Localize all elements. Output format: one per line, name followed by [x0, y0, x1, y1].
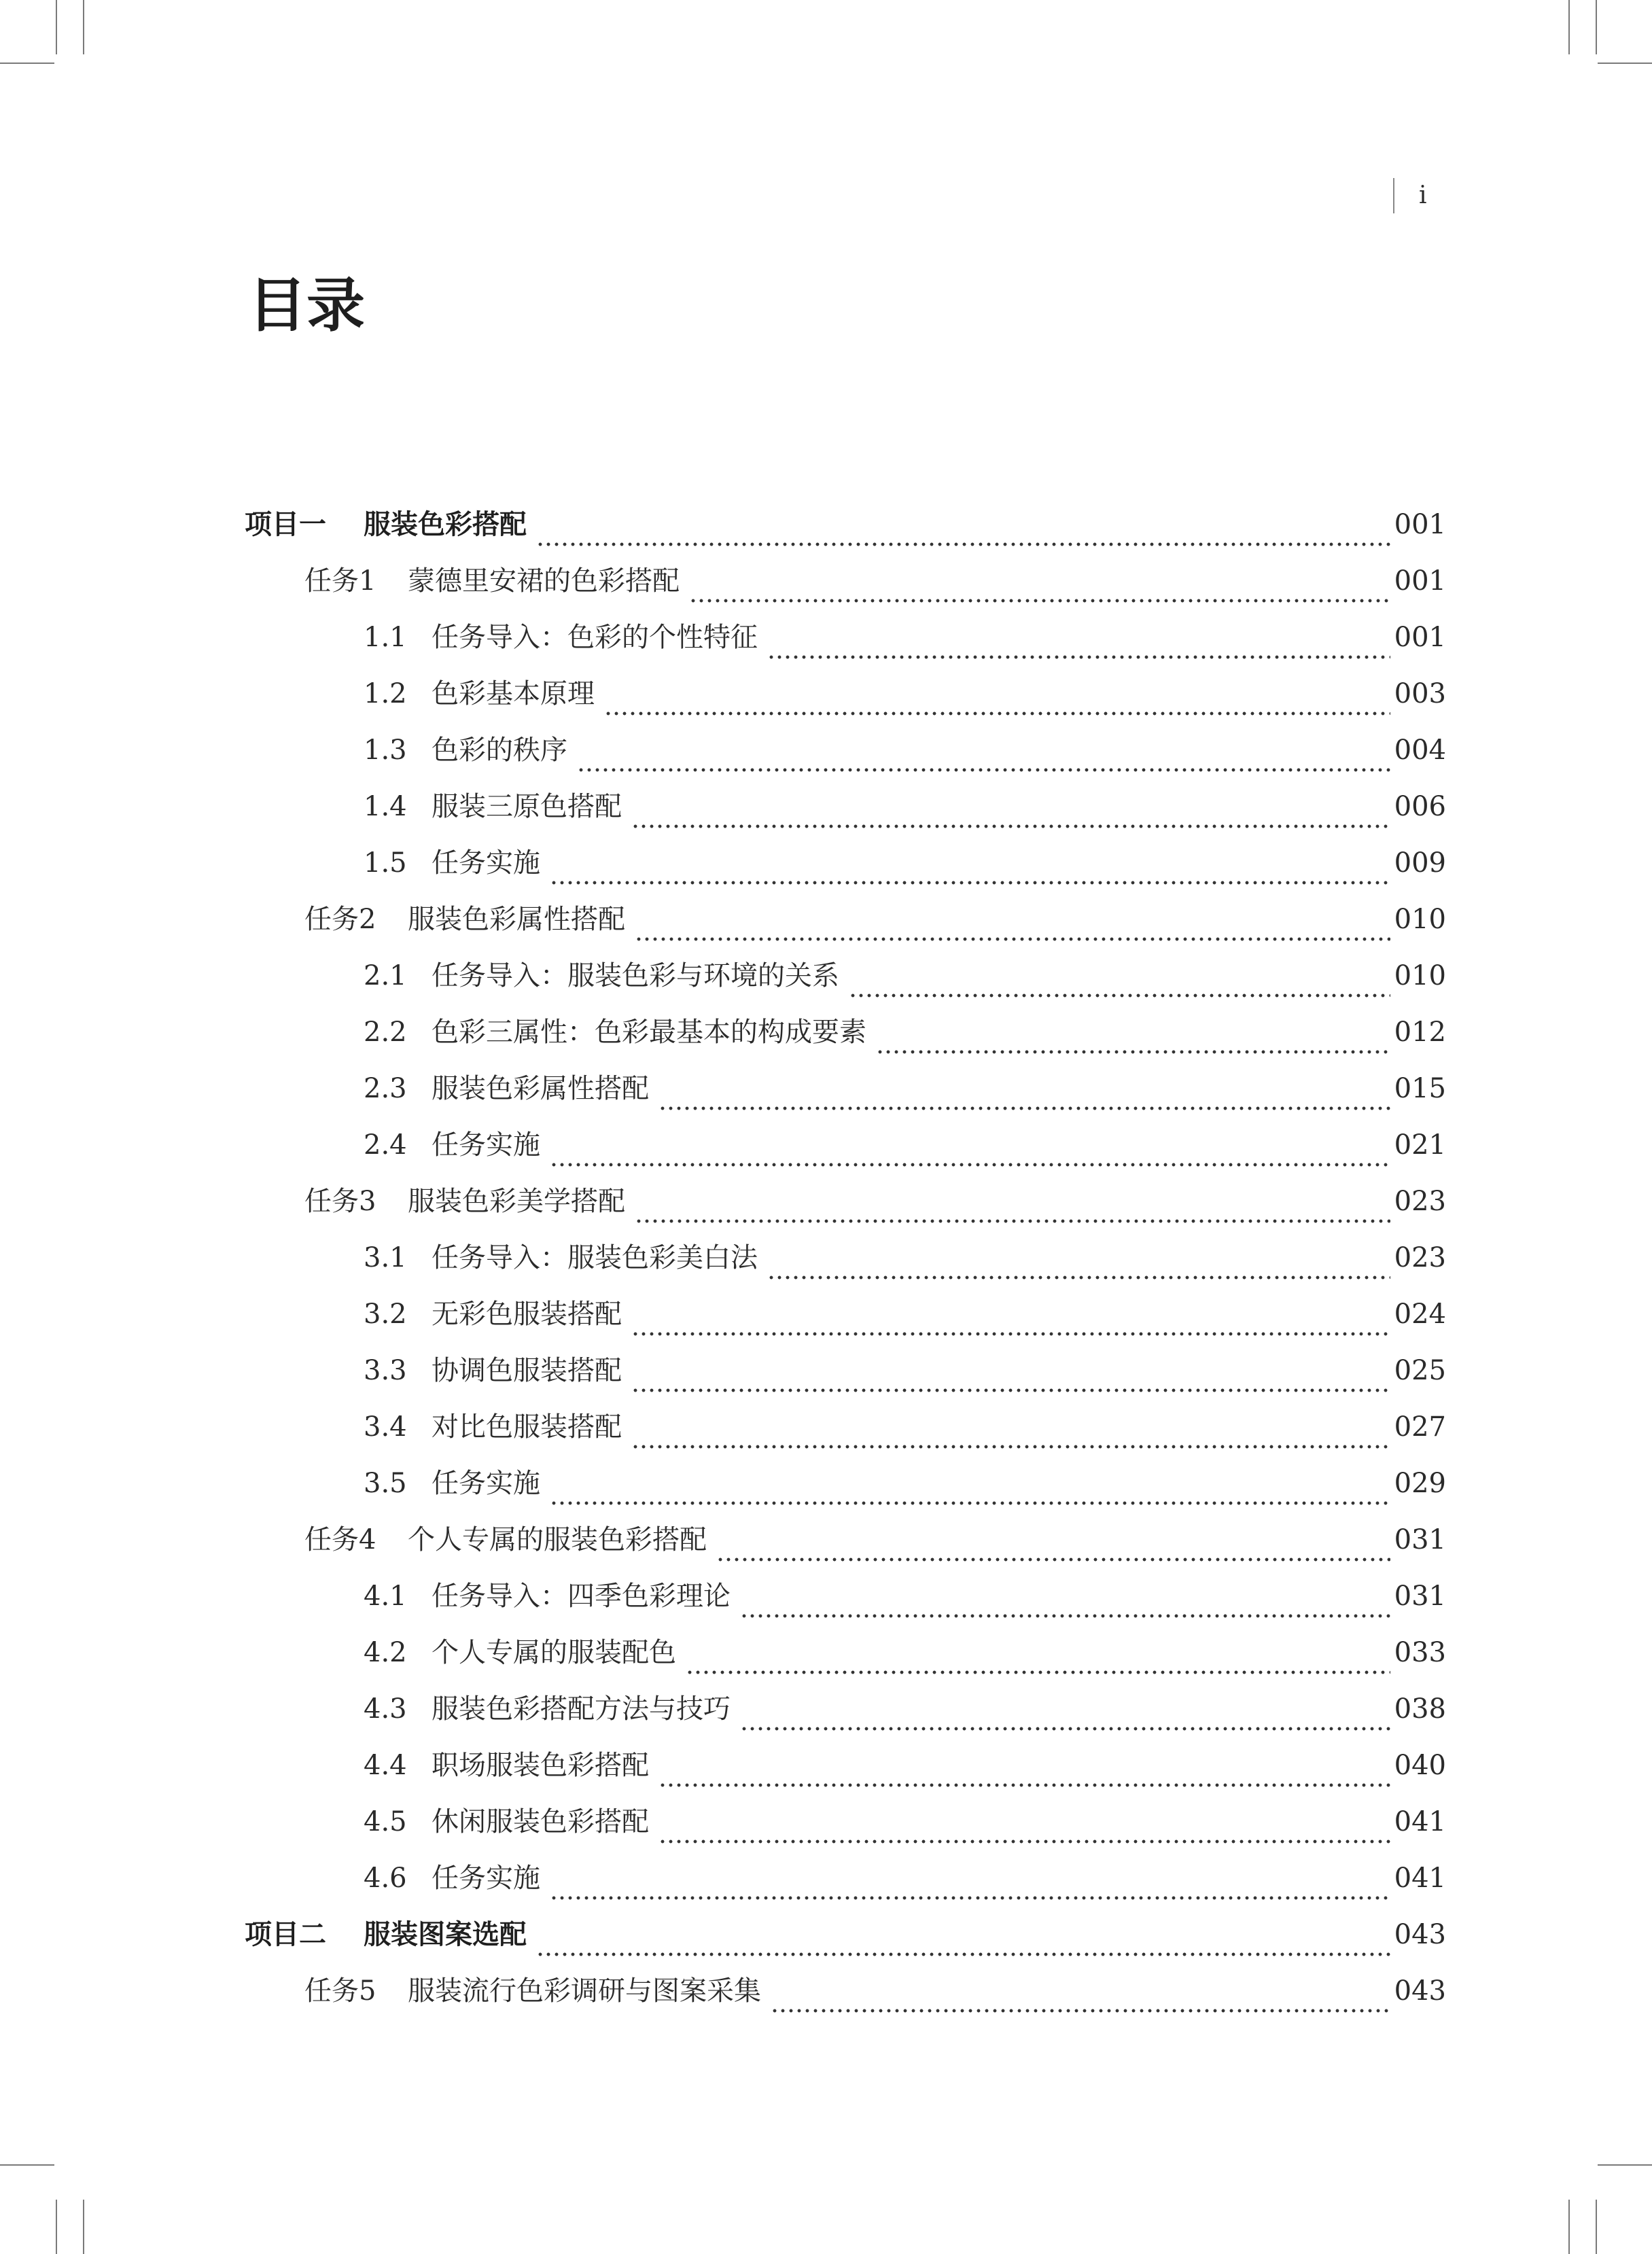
- toc-entry-number: 1.5: [364, 847, 407, 879]
- toc-entry-title: 个人专属的服装色彩搭配: [408, 1524, 707, 1555]
- dot-leader: [550, 1867, 1390, 1900]
- dot-leader: [631, 1416, 1390, 1449]
- toc-entry-title: 对比色服装搭配: [432, 1411, 622, 1443]
- toc-entry-number: 任务5: [304, 1975, 376, 2007]
- dot-leader: [658, 1755, 1390, 1787]
- crop-mark: [0, 63, 54, 64]
- dot-leader: [658, 1078, 1390, 1110]
- toc-entry-page-number: 033: [1394, 1637, 1446, 1668]
- toc-entry-title: 色彩的秩序: [432, 735, 567, 766]
- dot-leader: [771, 1980, 1390, 2013]
- dot-leader: [849, 965, 1390, 998]
- toc-entry-title: 个人专属的服装配色: [432, 1637, 676, 1668]
- toc-entry-sub[interactable]: [364, 1405, 1446, 1449]
- toc-entry-title: 任务导入：服装色彩与环境的关系: [432, 960, 839, 991]
- toc-entry-number: 项目一: [245, 509, 326, 540]
- toc-entry-task[interactable]: [304, 1969, 1446, 2013]
- toc-entry-title: 任务实施: [432, 847, 540, 879]
- toc-entry-title: 蒙德里安裙的色彩搭配: [408, 565, 680, 597]
- dot-leader: [658, 1811, 1390, 1844]
- toc-entry-number: 4.6: [364, 1863, 407, 1894]
- toc-entry-sub[interactable]: [364, 616, 1446, 659]
- toc-entry-page-number: 040: [1394, 1750, 1446, 1781]
- dot-leader: [716, 1529, 1390, 1562]
- toc-entry-number: 2.4: [364, 1129, 407, 1161]
- toc-entry-page-number: 041: [1394, 1806, 1446, 1837]
- toc-entry-number: 1.1: [364, 622, 407, 653]
- toc-entry-sub[interactable]: [364, 1462, 1446, 1505]
- toc-entry-number: 2.1: [364, 960, 407, 991]
- toc-entry-task[interactable]: [304, 898, 1446, 941]
- toc-entry-sub[interactable]: [364, 841, 1446, 885]
- crop-mark: [1598, 2164, 1652, 2166]
- toc-entry-sub[interactable]: [364, 1744, 1446, 1787]
- toc-entry-page-number: 001: [1394, 622, 1446, 653]
- toc-entry-number: 4.5: [364, 1806, 407, 1837]
- dot-leader: [635, 909, 1390, 941]
- crop-mark: [83, 2200, 84, 2254]
- toc-entry-title: 色彩基本原理: [432, 678, 595, 709]
- toc-entry-project[interactable]: [245, 503, 1446, 546]
- dot-leader: [635, 1191, 1390, 1223]
- toc-entry-title: 任务导入：色彩的个性特征: [432, 622, 758, 653]
- crop-mark: [1568, 0, 1570, 54]
- toc-entry-sub[interactable]: [364, 1800, 1446, 1844]
- toc-entry-number: 3.1: [364, 1242, 407, 1273]
- toc-entry-title: 服装色彩搭配: [364, 509, 527, 540]
- toc-entry-page-number: 010: [1394, 904, 1446, 935]
- toc-entry-page-number: 043: [1394, 1919, 1446, 1950]
- toc-entry-sub[interactable]: [364, 1123, 1446, 1167]
- toc-entry-sub[interactable]: [364, 1236, 1446, 1280]
- toc-entry-number: 3.3: [364, 1355, 407, 1386]
- toc-entry-page-number: 031: [1394, 1581, 1446, 1612]
- crop-mark: [1596, 2200, 1597, 2254]
- toc-entry-title: 职场服装色彩搭配: [432, 1750, 649, 1781]
- toc-entry-number: 3.2: [364, 1299, 407, 1330]
- dot-leader: [631, 1360, 1390, 1392]
- toc-entry-page-number: 001: [1394, 509, 1446, 540]
- toc-entry-page-number: 021: [1394, 1129, 1446, 1161]
- toc-entry-title: 任务导入：四季色彩理论: [432, 1581, 731, 1612]
- toc-entry-page-number: 003: [1394, 678, 1446, 709]
- toc-entry-number: 任务2: [304, 904, 376, 935]
- dot-leader: [577, 739, 1390, 772]
- toc-entry-sub[interactable]: [364, 1574, 1446, 1618]
- toc-entry-title: 休闲服装色彩搭配: [432, 1806, 649, 1837]
- toc-entry-title: 任务实施: [432, 1129, 540, 1161]
- dot-leader: [550, 852, 1390, 885]
- toc-entry-title: 色彩三属性：色彩最基本的构成要素: [432, 1017, 866, 1048]
- dot-leader: [767, 1247, 1390, 1280]
- folio-divider: [1393, 178, 1394, 213]
- toc-entry-number: 任务4: [304, 1524, 376, 1555]
- toc-entry-sub[interactable]: [364, 1292, 1446, 1336]
- toc-entry-sub[interactable]: [364, 954, 1446, 998]
- toc-entry-page-number: 004: [1394, 735, 1446, 766]
- toc-entry-number: 1.4: [364, 791, 407, 822]
- toc-entry-project[interactable]: [245, 1913, 1446, 1956]
- crop-mark: [1568, 2200, 1570, 2254]
- toc-entry-number: 任务3: [304, 1186, 376, 1217]
- toc-entry-sub[interactable]: [364, 785, 1446, 828]
- toc-entry-number: 1.3: [364, 735, 407, 766]
- toc-entry-sub[interactable]: [364, 728, 1446, 772]
- toc-entry-page-number: 038: [1394, 1693, 1446, 1725]
- dot-leader: [536, 1924, 1390, 1956]
- toc-entry-sub[interactable]: [364, 1067, 1446, 1110]
- dot-leader: [631, 1303, 1390, 1336]
- toc-entry-title: 服装色彩美学搭配: [408, 1186, 625, 1217]
- dot-leader: [740, 1698, 1390, 1731]
- crop-mark: [83, 0, 84, 54]
- crop-mark: [0, 2164, 54, 2166]
- toc-entry-number: 项目二: [245, 1919, 326, 1950]
- crop-mark: [1598, 63, 1652, 64]
- toc-entry-page-number: 041: [1394, 1863, 1446, 1894]
- dot-leader: [604, 683, 1390, 716]
- toc-entry-number: 任务1: [304, 565, 376, 597]
- toc-entry-number: 4.2: [364, 1637, 407, 1668]
- toc-entry-title: 服装图案选配: [364, 1919, 527, 1950]
- toc-entry-number: 3.4: [364, 1411, 407, 1443]
- toc-entry-page-number: 031: [1394, 1524, 1446, 1555]
- toc-entry-title: 服装色彩属性搭配: [432, 1073, 649, 1104]
- toc-entry-page-number: 027: [1394, 1411, 1446, 1443]
- dot-leader: [536, 514, 1390, 546]
- crop-mark: [1596, 0, 1597, 54]
- toc-entry-page-number: 029: [1394, 1468, 1446, 1499]
- toc-entry-number: 4.1: [364, 1581, 407, 1612]
- toc-entry-page-number: 010: [1394, 960, 1446, 991]
- crop-mark: [56, 2200, 57, 2254]
- toc-entry-page-number: 009: [1394, 847, 1446, 879]
- dot-leader: [740, 1585, 1390, 1618]
- dot-leader: [767, 627, 1390, 659]
- toc-entry-page-number: 024: [1394, 1299, 1446, 1330]
- toc-entry-task[interactable]: [304, 559, 1446, 603]
- toc-entry-title: 任务实施: [432, 1468, 540, 1499]
- toc-entry-page-number: 015: [1394, 1073, 1446, 1104]
- toc-entry-sub[interactable]: [364, 1010, 1446, 1054]
- toc-entry-page-number: 025: [1394, 1355, 1446, 1386]
- toc-entry-sub[interactable]: [364, 1349, 1446, 1392]
- toc-entry-title: 任务实施: [432, 1863, 540, 1894]
- toc-entry-number: 3.5: [364, 1468, 407, 1499]
- toc-entry-number: 1.2: [364, 678, 407, 709]
- dot-leader: [876, 1021, 1390, 1054]
- toc-entry-number: 2.2: [364, 1017, 407, 1048]
- toc-entry-sub[interactable]: [364, 1631, 1446, 1674]
- crop-mark: [56, 0, 57, 54]
- toc-entry-page-number: 043: [1394, 1975, 1446, 2007]
- toc-entry-title: 无彩色服装搭配: [432, 1299, 622, 1330]
- toc-entry-page-number: 023: [1394, 1186, 1446, 1217]
- dot-leader: [631, 796, 1390, 828]
- toc-entry-task[interactable]: [304, 1518, 1446, 1562]
- toc-entry-page-number: 012: [1394, 1017, 1446, 1048]
- toc-entry-number: 2.3: [364, 1073, 407, 1104]
- toc-entry-title: 服装色彩属性搭配: [408, 904, 625, 935]
- dot-leader: [550, 1134, 1390, 1167]
- toc-entry-sub[interactable]: [364, 672, 1446, 716]
- dot-leader: [689, 570, 1390, 603]
- toc-entry-page-number: 023: [1394, 1242, 1446, 1273]
- toc-entry-title: 服装流行色彩调研与图案采集: [408, 1975, 761, 2007]
- dot-leader: [686, 1642, 1390, 1674]
- toc-entry-sub[interactable]: [364, 1856, 1446, 1900]
- page-title: 目录: [248, 272, 365, 340]
- dot-leader: [550, 1473, 1390, 1505]
- toc-entry-number: 4.3: [364, 1693, 407, 1725]
- toc-entry-title: 服装色彩搭配方法与技巧: [432, 1693, 731, 1725]
- toc-entry-sub[interactable]: [364, 1687, 1446, 1731]
- toc-entry-title: 协调色服装搭配: [432, 1355, 622, 1386]
- toc-entry-title: 服装三原色搭配: [432, 791, 622, 822]
- toc-entry-task[interactable]: [304, 1180, 1446, 1223]
- toc-entry-title: 任务导入：服装色彩美白法: [432, 1242, 758, 1273]
- toc-entry-page-number: 006: [1394, 791, 1446, 822]
- toc-entry-page-number: 001: [1394, 565, 1446, 597]
- toc-entry-number: 4.4: [364, 1750, 407, 1781]
- folio-number: i: [1419, 181, 1427, 209]
